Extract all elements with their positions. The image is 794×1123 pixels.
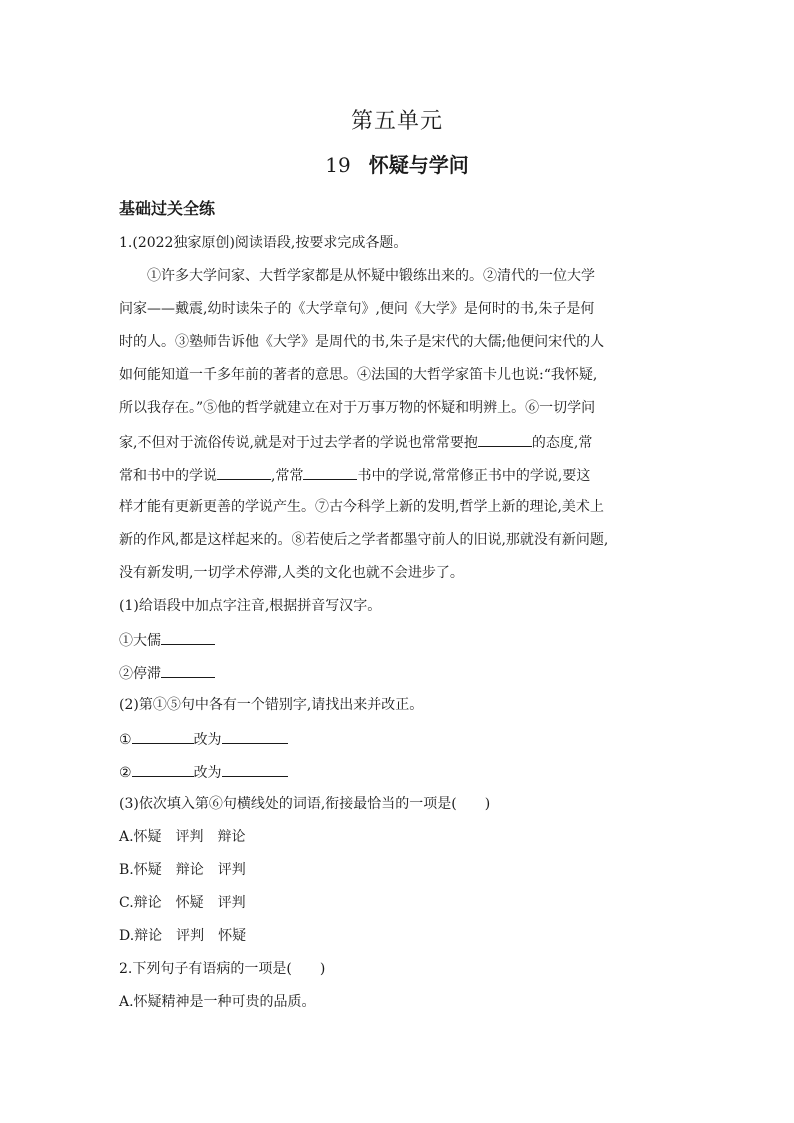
passage-text: 常和书中的学说	[119, 468, 217, 484]
sub-question-2-prompt: (2)第①⑤句中各有一个错别字,请找出来并改正。	[119, 697, 424, 713]
passage-line: 样才能有更新更善的学说产生。⑦古今科学上新的发明,哲学上新的理论,美术上	[119, 499, 604, 515]
question-2-prompt	[119, 959, 325, 979]
question-1-stem: 1.(2022独家原创)阅读语段,按要求完成各题。	[119, 235, 408, 251]
answer-blank-correct-2[interactable]	[222, 761, 288, 777]
passage-line: 如何能知道一千多年前的著者的意思。④法国的大哲学家笛卡儿也说:“我怀疑,	[119, 367, 598, 383]
section-title: 基础过关全练	[119, 199, 216, 218]
option-b: B.怀疑 辩论 评判	[119, 862, 246, 878]
passage-line: 时的人。③塾师告诉他《大学》是周代的书,朱子是宋代的大儒;他便问宋代的人	[119, 334, 605, 350]
item-text: ①大儒	[119, 633, 161, 649]
answer-blank-1[interactable]	[478, 431, 532, 447]
sub-question-2-item	[119, 728, 288, 750]
unit-title: 第五单元	[350, 109, 443, 134]
prompt-end: )	[484, 796, 491, 812]
passage-line	[119, 464, 590, 486]
passage-line: 没有新发明,一切学术停滞,人类的文化也就不会进步了。	[119, 565, 464, 581]
lesson-number: 19	[325, 153, 351, 177]
option-a: A.怀疑 评判 辩论	[119, 829, 246, 845]
option-a: A.怀疑精神是一种可贵的品质。	[119, 994, 316, 1010]
answer-blank-3[interactable]	[303, 464, 357, 480]
passage-text: 家,不但对于流俗传说,就是对于过去学者的学说也常常要抱	[119, 435, 478, 451]
sub-question-1-prompt: (1)给语段中加点字注音,根据拼音写汉字。	[119, 598, 382, 614]
answer-blank-pinyin-1[interactable]	[161, 629, 215, 645]
option-c: C.辩论 怀疑 评判	[119, 895, 246, 911]
lesson-title	[0, 149, 794, 178]
lesson-name: 怀疑与学问	[368, 153, 469, 177]
sub-question-1-item	[119, 662, 215, 684]
passage-line	[119, 431, 592, 453]
passage-text: 书中的学说,常常修正书中的学说,要这	[357, 468, 591, 484]
item-number: ②	[119, 765, 132, 781]
answer-blank-correct-1[interactable]	[222, 728, 288, 744]
item-text: ②停滞	[119, 666, 161, 682]
passage-text: ,常常	[271, 468, 304, 484]
sub-question-3-prompt	[119, 794, 490, 814]
prompt-text: (3)依次填入第⑥句横线处的词语,衔接最恰当的一项是(	[119, 796, 457, 812]
answer-blank-wrong-1[interactable]	[132, 728, 194, 744]
passage-text: 的态度,常	[531, 435, 593, 451]
passage-line: 问家——戴震,幼时读朱子的《大学章句》,便问《大学》是何时的书,朱子是何	[119, 301, 595, 317]
passage-line: 所以我存在。”⑤他的哲学就建立在对于万事万物的怀疑和明辨上。⑥一切学问	[119, 400, 596, 416]
passage-line: ①许多大学问家、大哲学家都是从怀疑中锻练出来的。②清代的一位大学	[147, 268, 595, 284]
prompt-text: 2.下列句子有语病的一项是(	[119, 961, 292, 977]
sub-question-1-item	[119, 629, 215, 651]
answer-blank-wrong-2[interactable]	[132, 761, 194, 777]
prompt-end: )	[319, 961, 326, 977]
passage-line: 新的作风,都是这样起来的。⑧若使后之学者都墨守前人的旧说,那就没有新问题,	[119, 532, 609, 548]
option-d: D.辩论 评判 怀疑	[119, 928, 247, 944]
answer-blank-pinyin-2[interactable]	[161, 662, 215, 678]
item-number: ①	[119, 732, 132, 748]
answer-blank-2[interactable]	[217, 464, 271, 480]
item-label: 改为	[193, 765, 222, 781]
item-label: 改为	[193, 732, 222, 748]
sub-question-2-item	[119, 761, 288, 783]
